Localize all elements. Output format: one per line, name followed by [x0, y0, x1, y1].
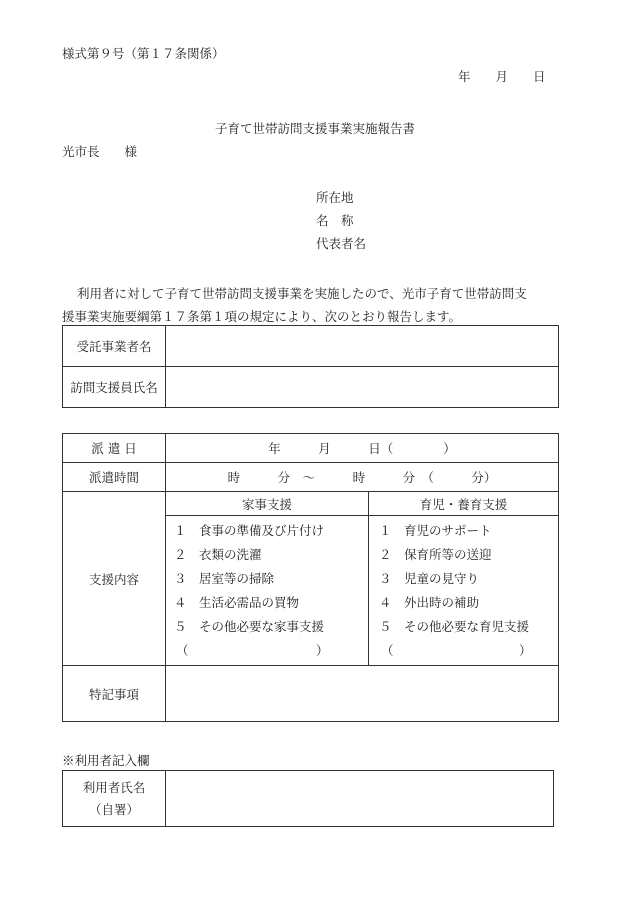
address-label: 所在地 — [316, 190, 354, 205]
housework-item-3[interactable]: ３ 居室等の掃除 — [174, 571, 275, 586]
dispatch-time-field[interactable]: 時 分 ～ 時 分 （ 分） — [166, 463, 559, 492]
special-notes-label: 特記事項 — [63, 666, 166, 722]
childcare-other-close-paren: ） — [519, 643, 532, 658]
childcare-item-4[interactable]: ４ 外出時の補助 — [379, 595, 480, 610]
housework-item-4[interactable]: ４ 生活必需品の買物 — [174, 595, 300, 610]
dispatch-table — [62, 433, 559, 722]
body-text-line1: 利用者に対して子育て世帯訪問支援事業を実施したので、光市子育て世帯訪問支 — [77, 286, 527, 301]
housework-item-5[interactable]: ５ その他必要な家事支援 — [174, 619, 325, 634]
supporter-name-label: 訪問支援員氏名 — [63, 367, 166, 408]
user-name-field[interactable] — [166, 771, 554, 827]
dispatch-time-label: 派遣時間 — [63, 463, 166, 492]
childcare-item-2[interactable]: ２ 保育所等の送迎 — [379, 547, 492, 562]
childcare-list — [369, 516, 559, 666]
housework-item-2[interactable]: ２ 衣類の洗濯 — [174, 547, 262, 562]
page-title: 子育て世帯訪問支援事業実施報告書 — [214, 121, 415, 136]
childcare-item-3[interactable]: ３ 児童の見守り — [379, 571, 480, 586]
housework-other-close-paren: ） — [316, 643, 329, 658]
form-number: 様式第９号（第１７条関係） — [62, 46, 225, 61]
housework-header: 家事支援 — [166, 492, 369, 516]
user-name-label: 利用者氏名 — [82, 779, 146, 795]
housework-list — [166, 516, 369, 666]
childcare-item-5[interactable]: ５ その他必要な育児支援 — [379, 619, 530, 634]
representative-label: 代表者名 — [316, 236, 367, 251]
user-table — [62, 770, 554, 827]
contractor-name-field[interactable] — [166, 326, 559, 367]
body-text-line2: 援事業実施要綱第１７条第１項の規定により、次のとおり報告します。 — [62, 309, 462, 324]
housework-item-1[interactable]: １ 食事の準備及び片付け — [174, 523, 325, 538]
childcare-other-open-paren: （ — [381, 643, 394, 658]
name-label: 名 称 — [316, 213, 354, 228]
dispatch-date-label: 派 遣 日 — [63, 434, 166, 463]
childcare-header: 育児・養育支援 — [369, 492, 559, 516]
user-section-heading: ※利用者記入欄 — [62, 753, 150, 768]
dispatch-date-field[interactable]: 年 月 日（ ） — [166, 434, 559, 463]
support-content-label: 支援内容 — [63, 492, 166, 666]
signature-label: （自署） — [88, 801, 139, 817]
contractor-table — [62, 325, 559, 408]
housework-other-open-paren: （ — [176, 643, 189, 658]
user-name-label-cell — [63, 771, 166, 827]
addressee: 光市長 様 — [62, 144, 138, 159]
childcare-item-1[interactable]: １ 育児のサポート — [379, 523, 492, 538]
date-line: 年 月 日 — [458, 69, 546, 84]
supporter-name-field[interactable] — [166, 367, 559, 408]
contractor-name-label: 受託事業者名 — [63, 326, 166, 367]
special-notes-field[interactable] — [166, 666, 559, 722]
